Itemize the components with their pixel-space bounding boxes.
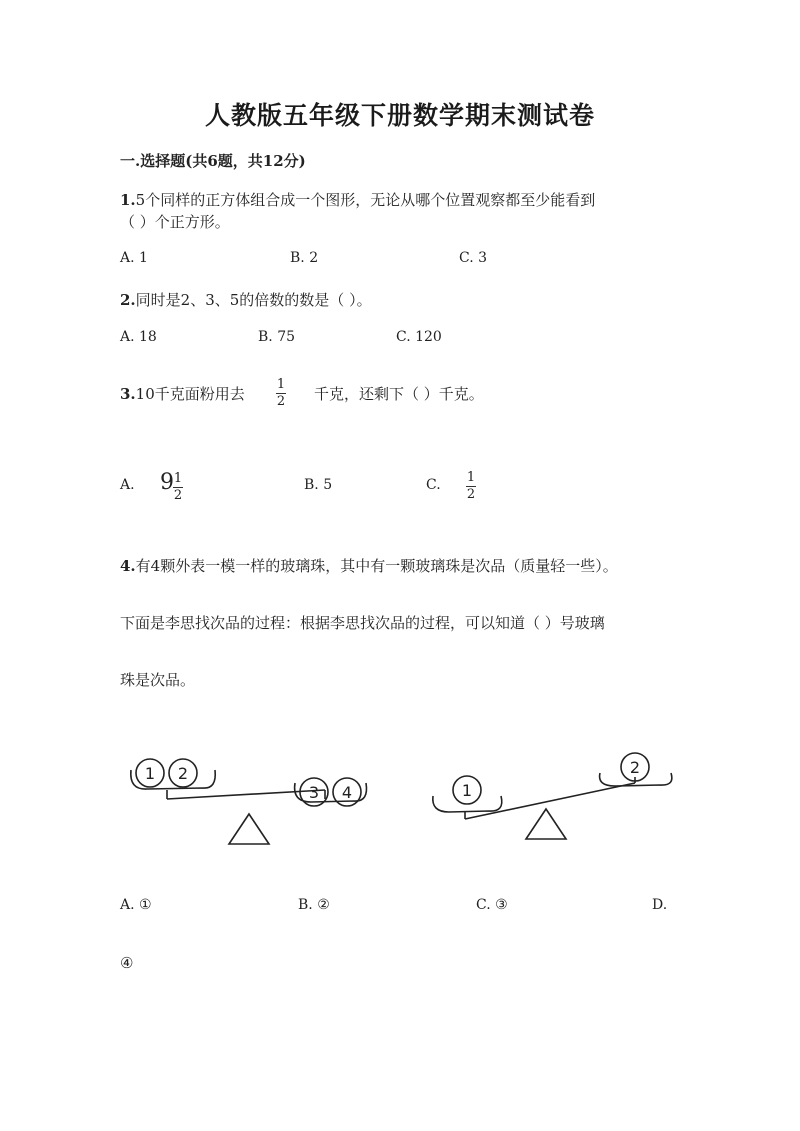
- question-2-line: [120, 289, 372, 310]
- question-1-text: 5个同样的正方体组合成一个图形，无论从哪个位置观察都至少能看到: [135, 191, 596, 209]
- q4-option-b[interactable]: B. ②: [298, 897, 330, 913]
- balance-scale-1: [125, 752, 380, 847]
- fraction-denominator: 2: [276, 394, 286, 409]
- bead-label: 2: [629, 758, 641, 777]
- question-4-line-1: [120, 555, 618, 576]
- question-4-line-2: 下面是李思找次品的过程：根据李思找次品的过程，可以知道（ ）号玻璃: [120, 614, 605, 632]
- q3-option-a-whole: 9: [160, 470, 174, 495]
- question-1-number: 1.: [120, 191, 136, 209]
- q4-option-d-value: ④: [120, 954, 134, 972]
- balance-scale-2: [425, 752, 680, 847]
- fraction-numerator: 1: [173, 471, 183, 486]
- question-3-line: [120, 383, 245, 404]
- section-heading: 一.选择题(共6题，共12分): [120, 152, 306, 170]
- bead-label: 1: [461, 781, 473, 800]
- fulcrum: [526, 809, 566, 839]
- fraction-denominator: 2: [466, 487, 476, 502]
- bead-label: 2: [177, 764, 189, 783]
- question-4-text: 有4颗外表一模一样的玻璃珠，其中有一颗玻璃珠是次品（质量轻一些）。: [135, 557, 618, 575]
- q3-option-a-label[interactable]: A.: [120, 477, 135, 493]
- question-3-text-before: 10千克面粉用去: [135, 385, 245, 403]
- question-4-line-3: 珠是次品。: [120, 671, 196, 689]
- q3-option-c-label[interactable]: C.: [426, 477, 441, 493]
- question-1-line-2: （ ）个正方形。: [120, 213, 230, 231]
- fraction-denominator: 2: [173, 488, 183, 503]
- q4-option-d[interactable]: D.: [652, 897, 668, 913]
- question-3-text-after: 千克，还剩下（ ）千克。: [314, 385, 484, 403]
- fraction-numerator: 1: [276, 377, 286, 392]
- question-3-fraction: [276, 378, 286, 409]
- question-2-text: 同时是2、3、5的倍数的数是（ ）。: [135, 291, 372, 309]
- question-4-number: 4.: [120, 557, 136, 575]
- q1-option-a[interactable]: A. 1: [120, 250, 148, 266]
- question-3-number: 3.: [120, 385, 136, 403]
- q3-option-c-fraction: [466, 471, 476, 502]
- q1-option-c[interactable]: C. 3: [459, 250, 488, 266]
- q4-option-a[interactable]: A. ①: [120, 897, 152, 913]
- q3-option-b[interactable]: B. 5: [304, 477, 333, 493]
- page-title: 人教版五年级下册数学期末测试卷: [204, 101, 595, 130]
- q2-option-a[interactable]: A. 18: [120, 329, 157, 345]
- q3-option-a-fraction: [173, 472, 183, 503]
- question-2-number: 2.: [120, 291, 136, 309]
- q2-option-b[interactable]: B. 75: [258, 329, 296, 345]
- bead-label: 1: [144, 764, 156, 783]
- bead-label: 3: [308, 783, 320, 802]
- bead-label: 4: [341, 783, 353, 802]
- right-pan: [295, 783, 367, 802]
- q2-option-c[interactable]: C. 120: [396, 329, 442, 345]
- fraction-numerator: 1: [466, 470, 476, 485]
- fulcrum: [229, 814, 269, 844]
- q1-option-b[interactable]: B. 2: [290, 250, 319, 266]
- question-1-line-1: [120, 189, 595, 210]
- q4-option-c[interactable]: C. ③: [476, 897, 508, 913]
